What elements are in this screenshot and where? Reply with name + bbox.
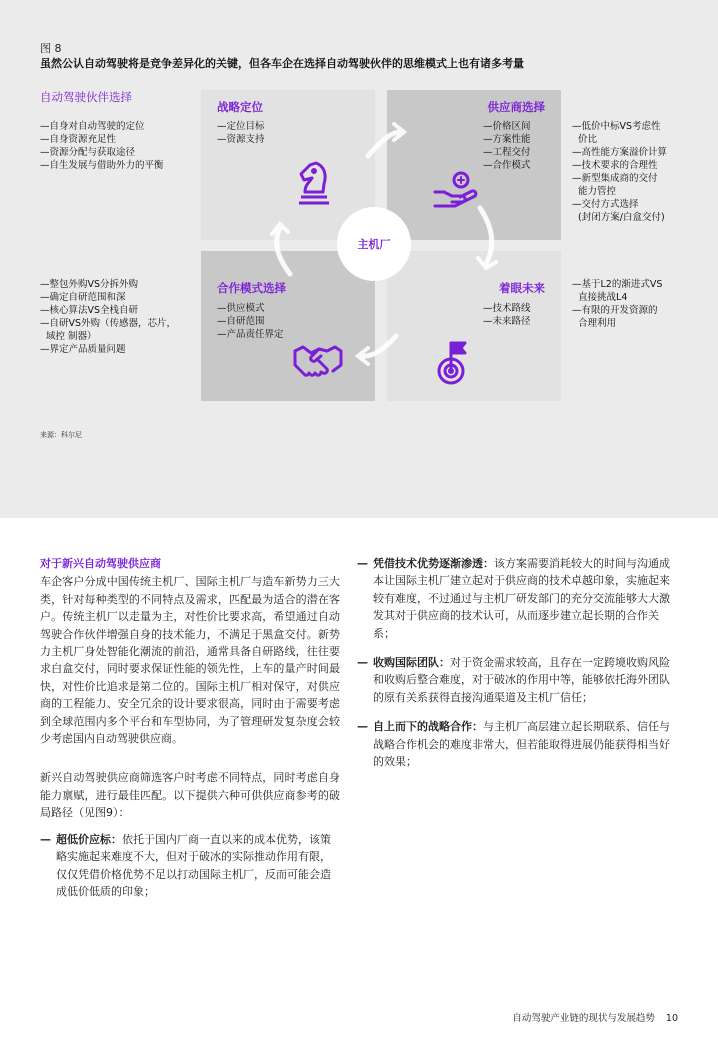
left-top-list: [40, 120, 164, 172]
list-item: —自身对自动驾驶的定位: [40, 121, 145, 132]
bullet-title: 收购国际团队：: [373, 656, 450, 670]
figure-panel: [0, 0, 718, 518]
list-item: 域控 制器）: [40, 331, 97, 342]
list-item: —新型集成商的交付: [572, 173, 658, 184]
list-item: 能力管控: [572, 186, 617, 197]
bullet-item: — 凭借技术优势逐渐渗透：该方案需要消耗较大的时间与沟通成本让国际主机厂建立起对于供应商的技术卓越印象，实施起来较有难度，不过通过与主机厂研发部门的充分交流能够大大激发其对于供应商的技术认可，从而逐步建立起长期的合作关系；: [357, 557, 670, 640]
list-item: —方案性能: [483, 134, 531, 145]
center-oem: 主机厂: [337, 207, 411, 281]
bullet-title: 超低价应标：: [56, 832, 122, 846]
partner-heading: 自动驾驶伙伴选择: [40, 90, 132, 104]
list-item: —技术路线: [483, 303, 531, 314]
quadrant-title: 合作模式选择: [217, 281, 286, 295]
list-item: —定位目标: [217, 121, 265, 132]
bullet-text: 对于资金需求较高，且存在一定跨境收购风险和收购后整合难度，对于破冰的作用中等，能够依托海外团队的原有关系获得直接沟通渠道及主机厂信任；: [373, 656, 670, 704]
list-item: —合作模式: [483, 160, 531, 171]
bullet-item: — 超低价应标：依托于国内厂商一直以来的成本优势，该策略实施起来难度不大，但对于破冰的实际推动作用有限，仅仅凭借价格优势不足以打动国际主机厂，反而可能会造成低价低质的印象；: [40, 832, 331, 898]
list-item: —自研VS外购（传感器，芯片，: [40, 318, 177, 329]
list-item: —自研范围: [217, 316, 265, 327]
bullet-text: 与主机厂高层建立起长期联系、信任与战略合作机会的难度非常大，但若能取得进展仍能获得相当好的效果；: [373, 720, 670, 769]
list-item: —资源分配与获取途径: [40, 147, 136, 158]
list-item: 合理利用: [572, 318, 617, 329]
list-item: —产品责任界定: [217, 329, 284, 340]
page-number: 10: [665, 1013, 678, 1024]
bullet-item: — 收购国际团队：对于资金需求较高，且存在一定跨境收购风险和收购后整合难度，对于破冰的作用中等，能够依托海外团队的原有关系获得直接沟通渠道及主机厂信任；: [357, 656, 670, 704]
right-top-list: [572, 120, 667, 224]
bullet-title: 凭借技术优势逐渐渗透：: [373, 557, 494, 570]
list-item: —整包外购VS分拆外购: [40, 279, 139, 290]
list-item: —高性能方案溢价计算: [572, 147, 668, 158]
list-item: —核心算法VS全栈自研: [40, 305, 139, 316]
list-item: 价比: [572, 134, 598, 145]
bullet-title: 自上而下的战略合作：: [373, 720, 483, 734]
list-item: —未来路径: [483, 316, 531, 327]
list-item: —基于L2的渐进式VS: [572, 279, 663, 290]
list-item: —工程交付: [483, 147, 531, 158]
figure-title: 虽然公认自动驾驶将是竞争差异化的关键，但各车企在选择自动驾驶伙伴的思维模式上也有诸多考量: [40, 57, 524, 70]
list-item: —有限的开发资源的: [572, 305, 658, 316]
list-item: —界定产品质量问题: [40, 344, 126, 355]
list-item: —技术要求的合理性: [572, 160, 658, 171]
list-item: —价格区间: [483, 121, 531, 132]
section-heading: 对于新兴自动驾驶供应商: [40, 557, 161, 570]
right-bottom-list: [572, 278, 662, 330]
list-item: —自身资源充足性: [40, 134, 117, 145]
bullet-item: — 自上而下的战略合作：与主机厂高层建立起长期联系、信任与战略合作机会的难度非常大，但若能取得进展仍能获得相当好的效果；: [357, 720, 670, 769]
left-bottom-list: [40, 278, 176, 356]
bullet-text: 该方案需要消耗较大的时间与沟通成本让国际主机厂建立起对于供应商的技术卓越印象，实施起来较有难度，不过通过与主机厂研发部门的充分交流能够大大激发其对于供应商的技术认可，从而逐步建立起长期的合作关系；: [373, 557, 670, 640]
bullet-text: 依托于国内厂商一直以来的成本优势，该策略实施起来难度不大，但对于破冰的实际推动作用有限，仅仅凭借价格优势不足以打动国际主机厂，反而可能会造成低价低质的印象；: [56, 832, 331, 898]
list-item: —供应模式: [217, 303, 265, 314]
quadrant-title: 战略定位: [217, 100, 263, 114]
list-item: 直接挑战L4: [572, 292, 628, 303]
list-item: (封闭方案/白盒交付): [572, 212, 665, 223]
list-item: —资源支持: [217, 134, 265, 145]
paragraph: 新兴自动驾驶供应商筛选客户时考虑不同特点，同时考虑自身能力禀赋，进行最佳匹配。以下提供六种可供供应商参考的破局路径（见图9）：: [40, 771, 340, 820]
paragraph: 车企客户分成中国传统主机厂、国际主机厂与造车新势力三大类，针对每种类型的不同特点及需求，匹配最为适合的潜在客户。传统主机厂以走量为主，对性价比要求高，希望通过自动驾驶合作伙伴增强自身的技术能力，不满足于黑盒交付。新势力主机厂身处智能化潮流的前沿，通常具备自研路线，往往要求白盒交付，同时要求保证性能的领先性，上车的量产时间最快，对性价比追求是第二位的。国际主机厂相对保守，对供应商的工程能力、安全冗余的设计要求很高，同时由于需要考虑到全球范围内多个平台和车型协同，为了管理研发复杂度会较少考虑国内自动驾驶供应商。: [40, 575, 340, 746]
list-item: —自生发展与借助外力的平衡: [40, 160, 164, 171]
page-footer: [512, 1010, 678, 1024]
figure-source: 来源：科尔尼: [40, 431, 82, 439]
list-item: —低价中标VS考虑性: [572, 121, 661, 132]
quadrant-title: 供应商选择: [487, 100, 545, 114]
footer-title: 自动驾驶产业链的现状与发展趋势: [512, 1013, 655, 1024]
left-column: [40, 555, 340, 900]
quadrant-title: 着眼未来: [499, 281, 545, 295]
list-item: —确定自研范围和深: [40, 292, 126, 303]
right-column: [357, 555, 675, 770]
figure-label: 图 8: [40, 42, 62, 55]
list-item: —交付方式选择: [572, 199, 639, 210]
